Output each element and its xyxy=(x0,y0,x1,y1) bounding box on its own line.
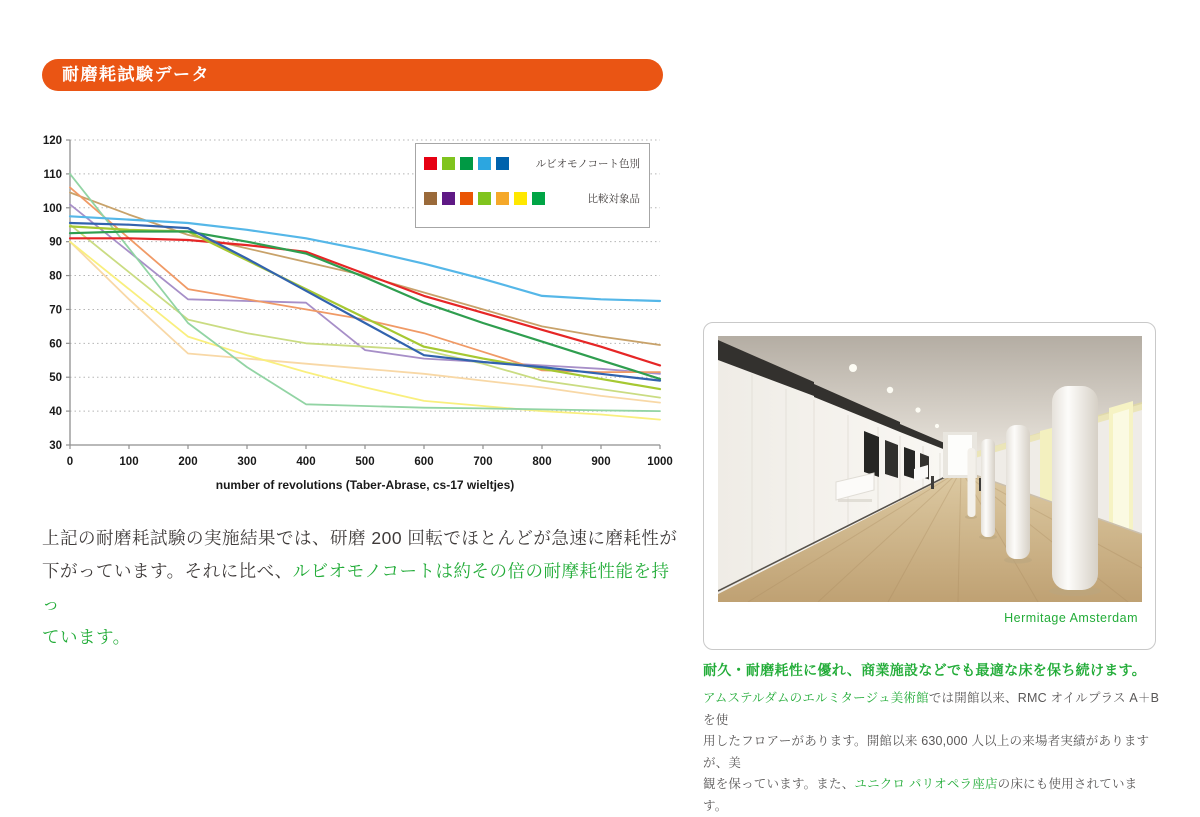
x-tick-label: 1000 xyxy=(647,456,673,468)
photo-card xyxy=(703,322,1156,650)
x-tick-label: 200 xyxy=(178,456,198,468)
y-tick-label: 60 xyxy=(49,338,62,351)
y-tick-label: 40 xyxy=(49,406,62,419)
info-block xyxy=(703,660,1161,817)
x-tick-label: 100 xyxy=(119,456,139,468)
series-rubio-light-blue xyxy=(70,216,660,301)
legend-swatch-comp-brown xyxy=(424,192,437,205)
info-body-line xyxy=(703,774,1161,817)
window-pane xyxy=(1113,409,1129,531)
hermitage-photo xyxy=(718,336,1142,602)
bollard xyxy=(931,476,934,489)
text-segment-green: ています。 xyxy=(42,627,131,647)
series-rubio-blue xyxy=(70,223,660,381)
bench-shadow xyxy=(838,499,872,502)
y-tick-label: 30 xyxy=(49,440,62,452)
chart-description xyxy=(42,522,682,654)
column xyxy=(981,439,995,537)
ceiling-light xyxy=(849,364,857,372)
x-tick-label: 0 xyxy=(66,456,74,468)
section-title: 耐磨耗試験データ xyxy=(62,65,210,84)
x-tick-label: 800 xyxy=(532,456,552,468)
info-body xyxy=(703,688,1161,817)
text-segment: では開館以来、RMC オイルプラス A＋B を使 xyxy=(703,691,1160,727)
legend-swatch-comp-yellow-green xyxy=(478,192,491,205)
text-segment: の床にも使用されています。 xyxy=(703,777,1138,813)
x-tick-label: 400 xyxy=(296,456,316,468)
y-tick-label: 50 xyxy=(49,372,62,385)
y-tick-label: 80 xyxy=(49,270,62,283)
x-axis-title: number of revolutions (Taber-Abrase, cs-17 wieltjes) xyxy=(215,478,515,492)
text-segment: 用したフロアーがあります。開館以来 630,000 人以上の来場者実績がありますが、美 xyxy=(703,734,1150,770)
legend-label: 比較対象品 xyxy=(587,193,640,205)
legend-swatch-rubio-blue xyxy=(496,157,509,170)
legend-swatch-rubio-yellow-green xyxy=(442,157,455,170)
description-line xyxy=(42,621,682,654)
section-title-badge xyxy=(42,59,663,91)
info-body-line xyxy=(703,688,1161,731)
info-body-line xyxy=(703,731,1161,774)
text-segment-green: アムステルダムのエルミタージュ美術館 xyxy=(703,691,929,705)
x-tick-label: 600 xyxy=(414,456,434,468)
window xyxy=(1040,428,1052,503)
ceiling-light xyxy=(887,387,893,393)
legend-swatch-rubio-light-blue xyxy=(478,157,491,170)
series-rubio-green xyxy=(70,232,660,379)
abrasion-chart xyxy=(40,128,680,523)
info-heading: 耐久・耐磨耗性に優れ、商業施設などでも最適な床を保ち続けます。 xyxy=(703,662,1147,678)
legend-row-comparison xyxy=(424,192,640,205)
description-line xyxy=(42,522,682,555)
legend-swatch-rubio-green xyxy=(460,157,473,170)
legend-swatch-comp-purple xyxy=(442,192,455,205)
photo-caption: Hermitage Amsterdam xyxy=(1004,611,1138,625)
y-tick-label: 120 xyxy=(42,135,62,147)
ceiling-light xyxy=(935,424,939,428)
legend-swatch-comp-amber xyxy=(496,192,509,205)
hermitage-photo-illustration xyxy=(718,336,1142,602)
legend-swatch-rubio-red xyxy=(424,157,437,170)
x-tick-label: 300 xyxy=(237,456,257,468)
text-segment: 上記の耐磨耗試験の実施結果では、研磨 200 回転でほとんどが急速に磨耗性が xyxy=(42,528,678,548)
y-tick-label: 110 xyxy=(43,168,62,181)
text-segment-green: ルビオモノコートは約その倍の耐摩耗性能を持っ xyxy=(42,561,670,614)
column xyxy=(1052,386,1098,590)
legend-row-rubio xyxy=(424,157,640,170)
y-tick-label: 100 xyxy=(42,202,62,215)
chart-legend xyxy=(415,143,650,228)
legend-swatch-comp-green xyxy=(532,192,545,205)
y-tick-label: 70 xyxy=(49,304,62,317)
x-tick-label: 500 xyxy=(355,456,375,468)
column xyxy=(1006,425,1030,559)
legend-label: ルビオモノコート色別 xyxy=(535,158,640,170)
x-tick-label: 700 xyxy=(473,456,493,468)
y-tick-label: 90 xyxy=(49,236,62,249)
ceiling-light xyxy=(915,407,920,412)
legend-swatch-comp-orange xyxy=(460,192,473,205)
x-tick-label: 900 xyxy=(591,456,611,468)
description-line xyxy=(42,555,682,621)
legend-swatch-comp-yellow xyxy=(514,192,527,205)
column xyxy=(968,448,976,517)
text-segment-green: ユニクロ パリオペラ座店 xyxy=(854,777,998,791)
text-segment: 下がっています。それに比べ、 xyxy=(42,561,293,581)
text-segment: 観を保っています。また、 xyxy=(703,777,855,791)
